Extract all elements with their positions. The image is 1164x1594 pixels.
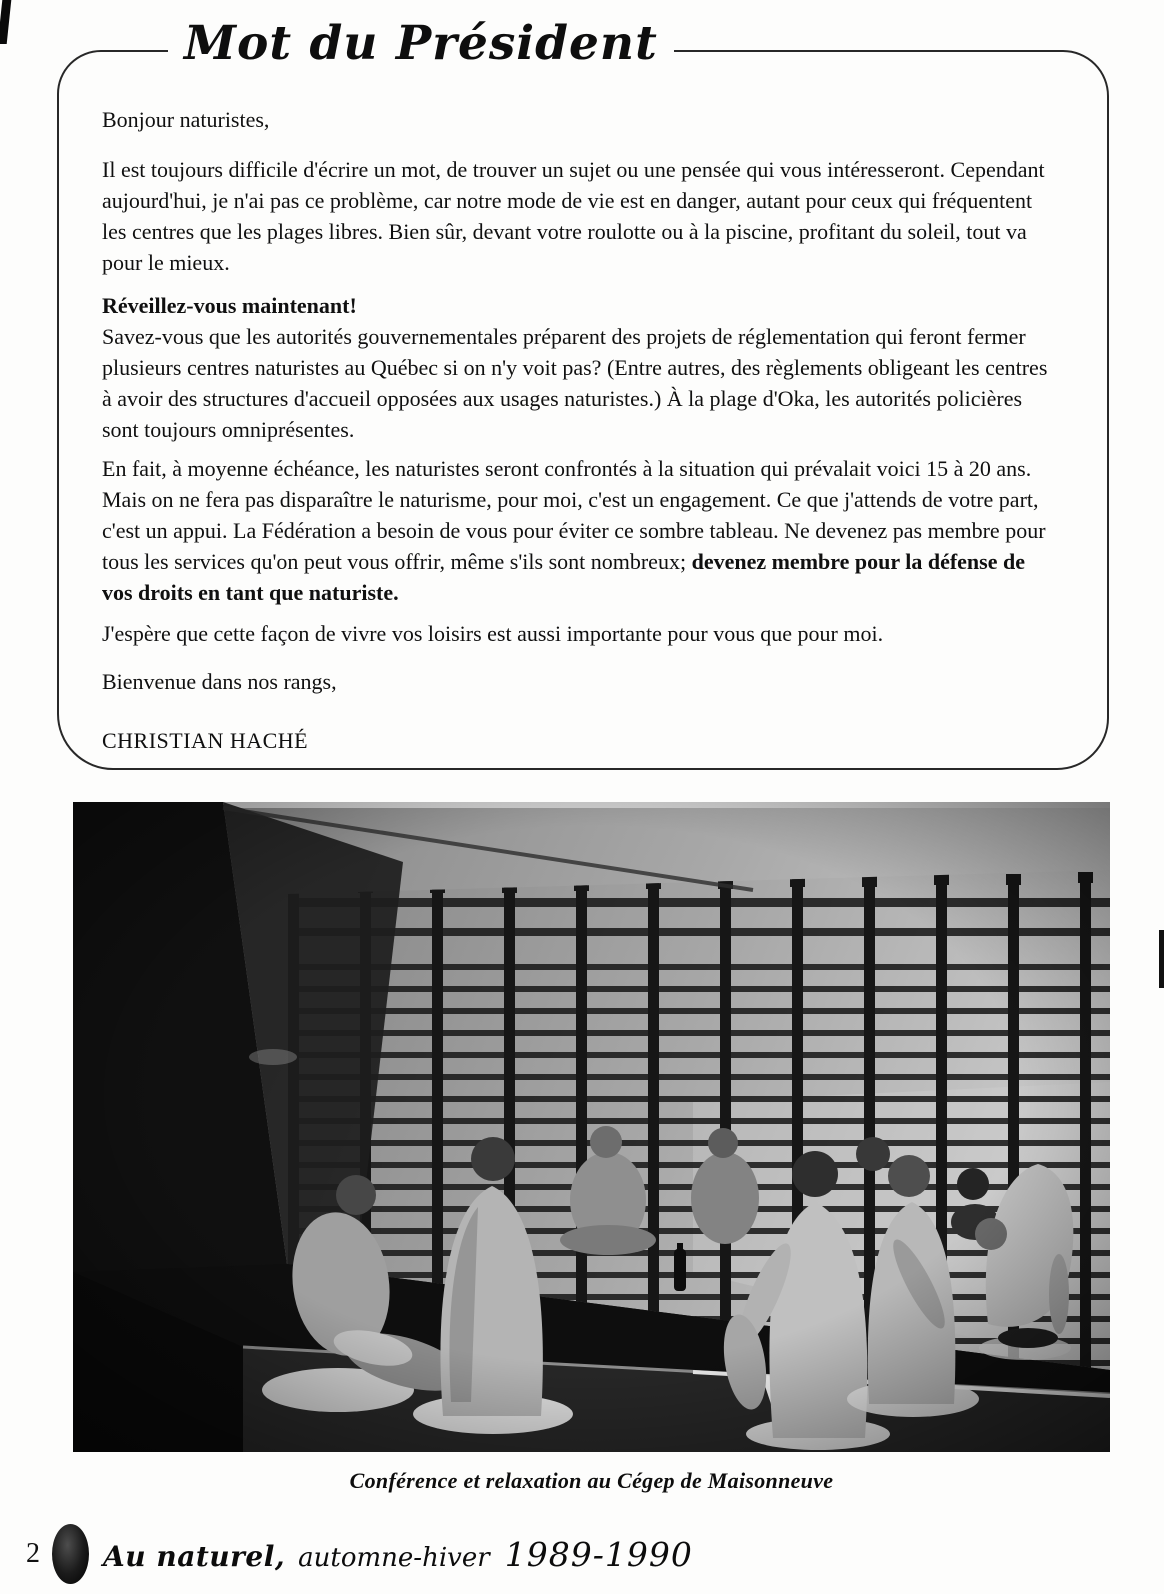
letter-paragraph-3 xyxy=(102,453,1054,608)
letter-paragraph-1: Il est toujours difficile d'écrire un mot, de trouver un sujet ou une pensée qui vous intéresseront. Cependant aujourd'hui, je n'ai pas ce problème, car notre mode de vie est en danger, autant pour ceux qui fréquentent les centres que les plages libres. Bien sûr, devant votre roulotte ou à la piscine, profitant du soleil, tout va pour le mieux. xyxy=(102,157,1045,275)
page-footer xyxy=(26,1524,693,1584)
gym-photo xyxy=(73,802,1110,1452)
photo-caption: Conférence et relaxation au Cégep de Maisonneuve xyxy=(349,1468,834,1493)
footer-text xyxy=(103,1535,693,1574)
letter-body xyxy=(102,104,1054,775)
page-title: Mot du Président xyxy=(168,12,674,76)
letter-closing: Bienvenue dans nos rangs, xyxy=(102,669,337,694)
letter-paragraph-4: J'espère que cette façon de vivre vos loisirs est aussi importante pour vous que pour moi. xyxy=(102,621,884,646)
gym-photo-illustration xyxy=(73,802,1110,1452)
magazine-issue: automne-hiver xyxy=(298,1542,490,1573)
letter-signature: CHRISTIAN HACHÉ xyxy=(102,728,309,753)
magazine-title: Au naturel, xyxy=(103,1539,286,1573)
letter-paragraph-3-bold: devenez membre pour la défense de vos droits en tant que naturiste. xyxy=(102,549,1025,605)
magazine-years: 1989-1990 xyxy=(504,1534,693,1574)
letter-paragraph-3-text: En fait, à moyenne échéance, les naturistes seront confrontés à la situation qui prévalait voici 15 à 20 ans. Mais on ne fera pas disparaître le naturisme, pour moi, c'est un engagement. Ce que j'attends de votre part, c'est un appui. La Fédération a besoin de vous pour éviter ce sombre tableau. Ne devenez pas membre pour tous les services qu'on peut vous offrir, même s'ils sont nombreux; xyxy=(102,456,1046,574)
letter-subheading: Réveillez-vous maintenant! xyxy=(102,293,357,318)
letter-paragraph-2 xyxy=(102,290,1054,445)
page-number: 2 xyxy=(26,1538,40,1569)
scan-artifact-top-left xyxy=(0,0,11,44)
letter-paragraph-2-text: Savez-vous que les autorités gouvernementales préparent des projets de réglementation qui feront fermer plusieurs centres naturistes au Québec si on n'y voit pas? (Entre autres, des règlements obligeant les centres à avoir des structures d'accueil opposées aux usages naturistes.) À la plage d'Oka, les autorités policières sont toujours omniprésentes. xyxy=(102,324,1048,442)
president-letter-box xyxy=(57,50,1109,770)
scan-artifact-right-edge xyxy=(1159,930,1164,988)
letter-greeting: Bonjour naturistes, xyxy=(102,107,270,132)
oval-logo-icon xyxy=(52,1524,89,1584)
